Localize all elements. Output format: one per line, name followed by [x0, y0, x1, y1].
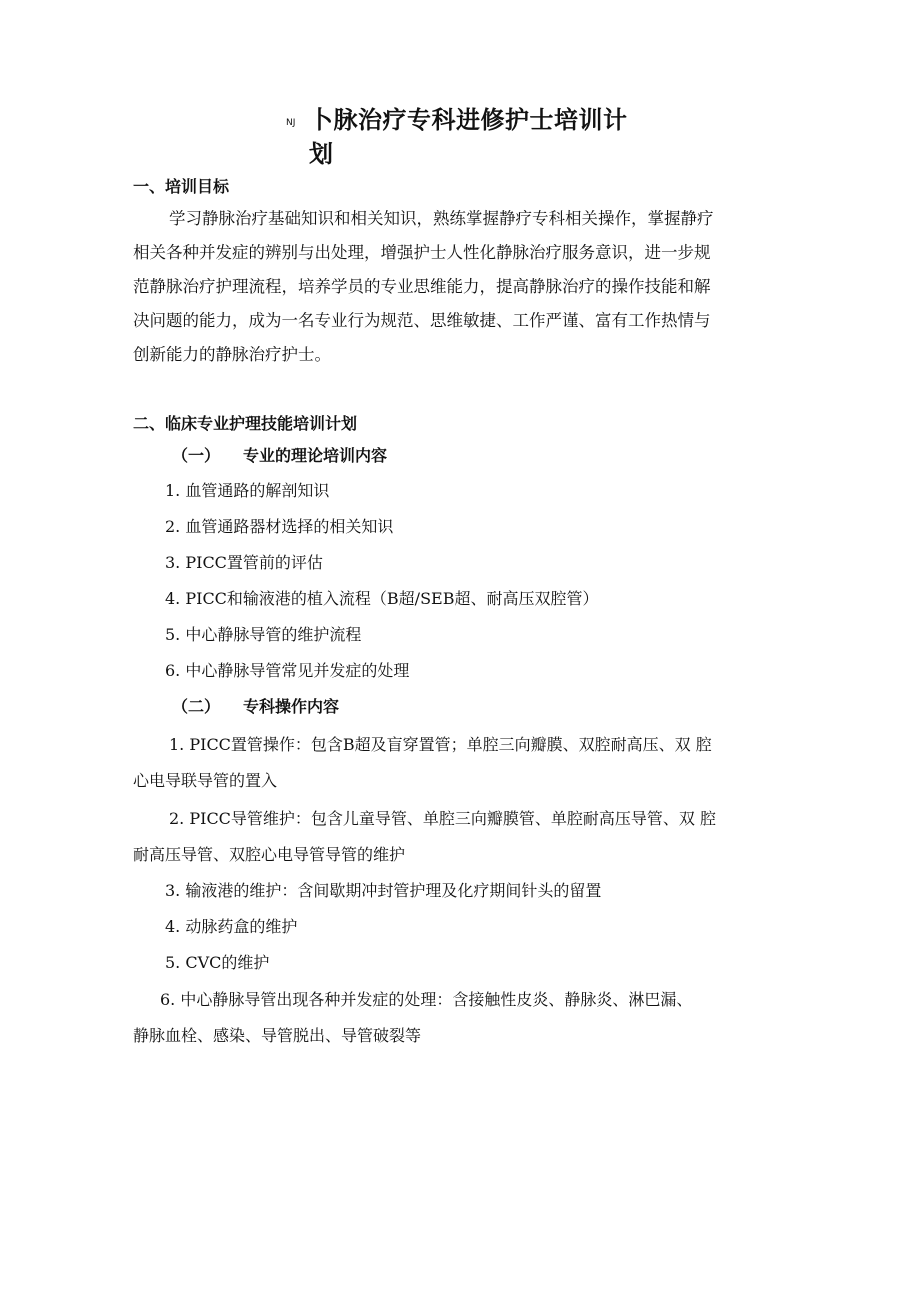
subsection2-number: （二）: [172, 697, 221, 716]
paragraph-line: 范静脉治疗护理流程，培养学员的专业思维能力，提高静脉治疗的操作技能和解: [133, 277, 711, 296]
section1-heading: 一、培训目标: [133, 177, 230, 196]
title-prefix: NJ: [286, 118, 296, 128]
list-item: 3. PICC置管前的评估: [165, 553, 323, 572]
list-item-continuation: 心电导联导管的置入: [133, 771, 278, 790]
list-item: 3. 输液港的维护：含间歇期冲封管护理及化疗期间针头的留置: [165, 881, 602, 900]
list-item-continuation: 耐高压导管、双腔心电导管导管的维护: [133, 845, 406, 864]
paragraph-line: 决问题的能力，成为一名专业行为规范、思维敏捷、工作严谨、富有工作热情与: [133, 311, 711, 330]
list-item: 5. 中心静脉导管的维护流程: [165, 625, 362, 644]
list-item: 4. PICC和输液港的植入流程（B超/SEB超、耐高压双腔管）: [165, 589, 599, 608]
list-item: 2. 血管通路器材选择的相关知识: [165, 517, 394, 536]
list-item: 4. 动脉药盒的维护: [165, 917, 298, 936]
list-item: 1. 血管通路的解剖知识: [165, 481, 330, 500]
list-item: 6. 中心静脉导管出现各种并发症的处理：含接触性皮炎、静脉炎、淋巴漏、: [160, 990, 693, 1009]
page-title: 卜脉治疗专科进修护士培训计: [309, 106, 628, 134]
subsection1-title: 专业的理论培训内容: [243, 446, 388, 465]
subsection2-title: 专科操作内容: [243, 697, 340, 716]
section1-paragraph: [133, 202, 793, 372]
list-item-continuation: 静脉血栓、感染、导管脱出、导管破裂等: [133, 1026, 422, 1045]
paragraph-line: 相关各种并发症的辨别与出处理，增强护士人性化静脉治疗服务意识，进一步规: [133, 243, 711, 262]
paragraph-line: 学习静脉治疗基础知识和相关知识，熟练掌握静疗专科相关操作，掌握静疗: [169, 209, 714, 228]
list-item: 1. PICC置管操作：包含B超及盲穿置管；单腔三向瓣膜、双腔耐高压、双 腔: [169, 735, 712, 754]
subsection1-number: （一）: [172, 446, 221, 465]
list-item: 5. CVC的维护: [165, 953, 270, 972]
paragraph-line: 创新能力的静脉治疗护士。: [133, 345, 331, 364]
list-item: 2. PICC导管维护：包含儿童导管、单腔三向瓣膜管、单腔耐高压导管、双 腔: [169, 809, 717, 828]
list-item: 6. 中心静脉导管常见并发症的处理: [165, 661, 410, 680]
page-title-continuation: 划: [309, 140, 333, 168]
section2-heading: 二、临床专业护理技能培训计划: [133, 414, 358, 433]
